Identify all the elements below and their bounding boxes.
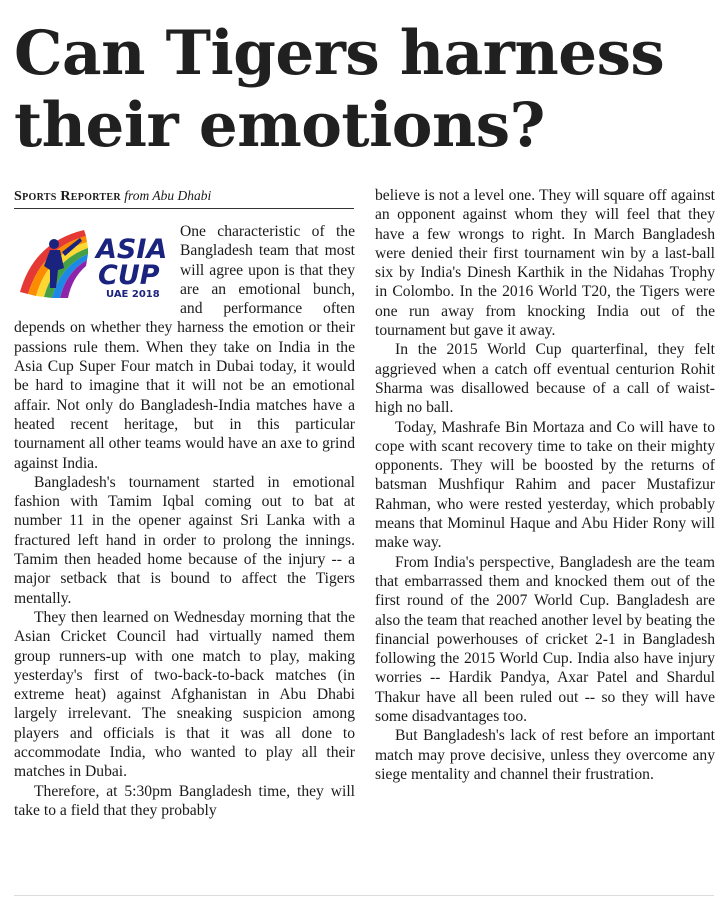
paragraph: In the 2015 World Cup quarterfinal, they felt aggrieved when a catch off eventual centurion Rohit Sharma was disallowed because of a call of waist-high no ball. xyxy=(375,341,715,417)
article-column-1 xyxy=(14,222,355,820)
logo-line3: UAE 2018 xyxy=(106,289,160,300)
headline: Can Tigers harness their emotions? xyxy=(14,18,665,161)
paragraph: believe is not a level one. They will square off against an opponent against whom they will feel that they have a few wrongs to right. In March Bangladesh were denied their first tournament win by a last-ball six by India's Dinesh Karthik in the Nidahas Trophy in Colombo. In the 2016 World T20, the Tigers were one run away from knocking India out of the tournament but gave it away. xyxy=(375,187,715,340)
logo-line1: ASIA xyxy=(96,234,168,265)
paragraph: From India's perspective, Bangladesh are the team that embarrassed them and knocked them out of the first round of the 2007 World Cup. Bangladesh are also the team that reached another level by beating the financial powerhouses of cricket 2-1 in Bangladesh following the 2015 World Cup. India also have injury worries -- Hardik Pandya, Axar Patel and Shardul Thakur have all been ruled out -- so they will have some disadvantages too. xyxy=(375,553,715,726)
asia-cup-logo xyxy=(14,222,172,302)
paragraph: Today, Mashrafe Bin Mortaza and Co will have to cope with scant recovery time to take on their mighty opponents. They will be boosted by the returns of batsman Mushfiqur Rahim and pacer Mustafizur Rahman, who were rested yesterday, which probably means that Mominul Haque and Abu Hider Rony will make way. xyxy=(375,418,715,552)
logo-line2: CUP xyxy=(98,260,160,291)
paragraph: But Bangladesh's lack of rest before an important match may prove decisive, unless they overcome any siege mentality and channel their frustration. xyxy=(375,727,715,783)
asia-cup-logo-graphic xyxy=(14,222,172,302)
paragraph: One characteristic of the Bangladesh team that most will agree upon is that they are an emotional bunch, and performance often depends on whether they harness the emotion or their passions rule them. When they take on India in the Asia Cup Super Four match in Dubai today, it would be hard to imagine that it will not be an emotional affair. Not only do Bangladesh-India matches have a heated recent heritage, but in this particular tournament all other teams would have an axe to grind against India. xyxy=(14,223,355,472)
divider xyxy=(14,895,714,896)
paragraph: Bangladesh's tournament started in emotional fashion with Tamim Iqbal coming out to bat at number 11 in the opener against Sri Lanka with a fractured left hand in order to prolong the innings. Tamim then headed home because of the injury -- a major setback that is bound to affect the Tigers mentally. xyxy=(14,473,355,607)
byline-location: from Abu Dhabi xyxy=(124,188,212,203)
article-column-2 xyxy=(375,186,715,784)
paragraph: They then learned on Wednesday morning that the Asian Cricket Council had virtually named them group runners-up with one match to play, making yesterday's first of two-back-to-back matches (in extreme heat) against Afghanistan in Abu Dhabi largely irrelevant. The sneaking suspicion among players and officials is that it was all done to accommodate India, who wanted to play all their matches in Dubai. xyxy=(14,608,355,781)
byline xyxy=(14,188,354,209)
paragraph: Therefore, at 5:30pm Bangladesh time, they will take to a field that they probably xyxy=(14,782,355,819)
byline-reporter: Sports Reporter xyxy=(14,189,121,204)
